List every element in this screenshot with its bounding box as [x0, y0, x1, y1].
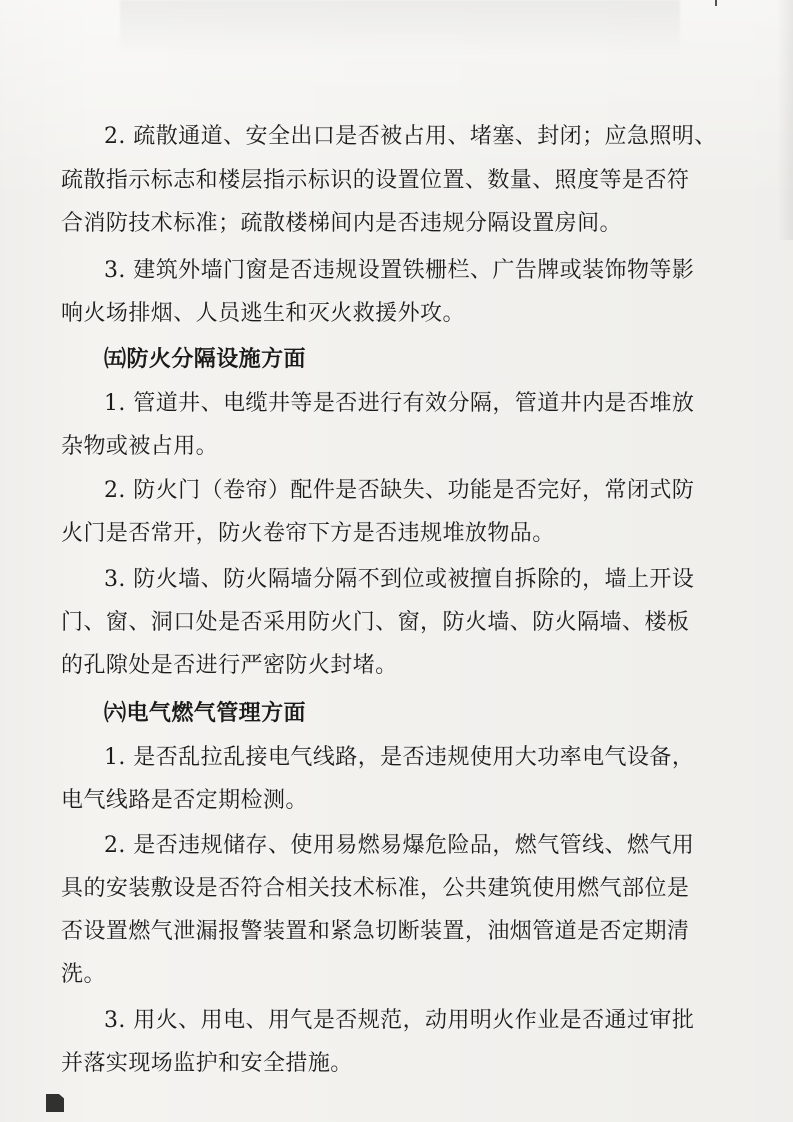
paragraph-line-2: 疏散指示标志和楼层指示标识的设置位置、数量、照度等是否符: [61, 168, 690, 193]
paragraph-line-13: 的孔隙处是否进行严密防火封堵。: [61, 653, 398, 678]
page-edge-shadow: [777, 0, 793, 240]
paragraph-line-12: 门、窗、洞口处是否采用防火门、窗，防火墙、防火隔墙、楼板: [61, 610, 690, 635]
show-through-shadow: [120, 0, 680, 55]
top-corner-mark: [715, 0, 717, 6]
paragraph-line-9: 2. 防火门（卷帘）配件是否缺失、功能是否完好，常闭式防: [104, 478, 695, 503]
paragraph-line-18: 具的安装敷设是否符合相关技术标准，公共建筑使用燃气部位是: [61, 876, 690, 901]
paragraph-line-21: 3. 用火、用电、用气是否规范，动用明火作业是否通过审批: [104, 1008, 695, 1033]
paragraph-line-5: 响火场排烟、人员逃生和灭火救援外攻。: [61, 301, 465, 326]
paragraph-line-11: 3. 防火墙、防火隔墙分隔不到位或被擅自拆除的，墙上开设: [104, 567, 695, 592]
paragraph-line-3: 合消防技术标准；疏散楼梯间内是否违规分隔设置房间。: [61, 211, 623, 236]
section-heading-5: ㈤防火分隔设施方面: [104, 346, 306, 372]
paragraph-line-4: 3. 建筑外墙门窗是否违规设置铁栅栏、广告牌或装饰物等影: [104, 258, 695, 283]
paragraph-line-20: 洗。: [61, 962, 106, 987]
paragraph-line-7: 1. 管道井、电缆井等是否进行有效分隔，管道井内是否堆放: [104, 391, 695, 416]
paragraph-line-10: 火门是否常开，防火卷帘下方是否违规堆放物品。: [61, 521, 555, 546]
paragraph-line-17: 2. 是否违规储存、使用易燃易爆危险品，燃气管线、燃气用: [104, 833, 695, 858]
paragraph-line-1: 2. 疏散通道、安全出口是否被占用、堵塞、封闭；应急照明、: [104, 124, 717, 149]
page-corner-mark: [46, 1094, 64, 1112]
paragraph-line-8: 杂物或被占用。: [61, 434, 219, 459]
paragraph-line-16: 电气线路是否定期检测。: [61, 788, 308, 813]
paragraph-line-15: 1. 是否乱拉乱接电气线路，是否违规使用大功率电气设备，: [104, 745, 695, 770]
paragraph-line-19: 否设置燃气泄漏报警装置和紧急切断装置，油烟管道是否定期清: [61, 919, 690, 944]
paragraph-line-22: 并落实现场监护和安全措施。: [61, 1051, 353, 1076]
section-heading-6: ㈥电气燃气管理方面: [104, 700, 306, 726]
